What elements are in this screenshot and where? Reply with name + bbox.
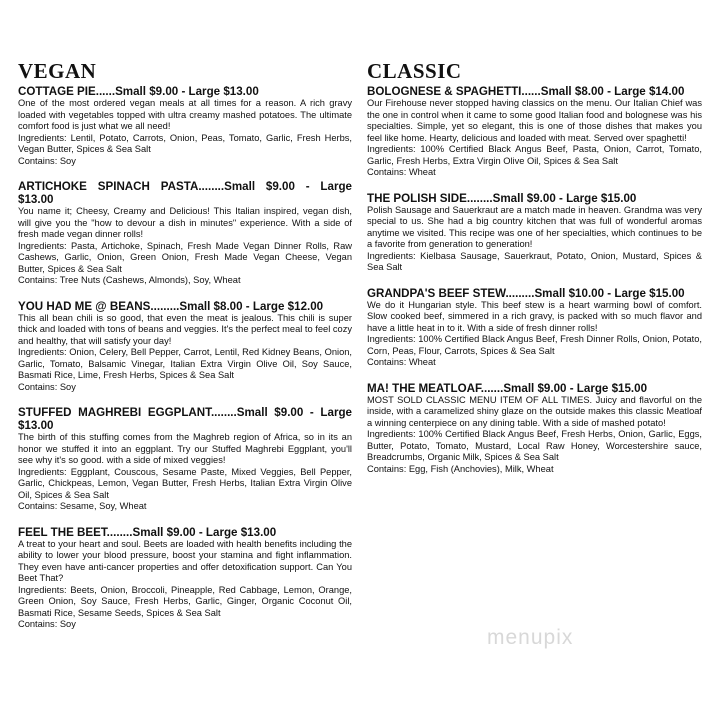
item-contains: Contains: Soy: [18, 381, 76, 392]
item-description: This all bean chili is so good, that even the meat is jealous. This chili is super thick and loaded with tons of beans and veggies. It's the perfect meal to feel cozy and healthy, that will satisfy your day!: [18, 312, 352, 346]
item-price: Small $9.00 - Large $13.00: [115, 85, 259, 98]
item-contains: Contains: Egg, Fish (Anchovies), Milk, Wheat: [367, 463, 554, 474]
item-name: THE POLISH SIDE........: [367, 191, 493, 205]
item-price: Small $8.00 - Large $14.00: [540, 85, 685, 98]
item-ingredients: Ingredients: Lentil, Potato, Carrots, Onion, Peas, Tomato, Garlic, Fresh Herbs, Vegan Butter, Spices & Sea Salt: [18, 132, 352, 154]
menu-item: [367, 382, 702, 476]
item-ingredients: Ingredients: Beets, Onion, Broccoli, Pineapple, Red Cabbage, Lemon, Orange, Green Onion, Soy Sauce, Fresh Herbs, Garlic, Ginger, Organic Coconut Oil, Basmati Rice, Sesame Seeds, Spices & Sea Salt: [18, 584, 352, 618]
menu-item: [18, 180, 352, 287]
menu-item: [18, 406, 352, 513]
menu-item: [367, 192, 702, 274]
item-name: STUFFED MAGHREBI EGGPLANT........: [18, 406, 237, 419]
vegan-column: [18, 60, 352, 644]
menu-item: [18, 526, 352, 631]
item-ingredients: Ingredients: 100% Certified Black Angus Beef, Fresh Herbs, Onion, Garlic, Eggs, Butter, Potato, Tomato, Mustard, Local Raw Honey, Worcestershire sauce, Breadcrumbs, Organic Milk, Spices & Sea Salt: [367, 429, 702, 462]
menu-item: [367, 287, 702, 369]
item-price: Small $8.00 - Large $12.00: [179, 299, 324, 313]
item-description: Our Firehouse never stopped having classics on the menu. Our Italian Chief was the one in control when it came to some good Italian food and bolognese was his specialties. Simple, yet so elegant, this is one of those dishes that makes you feel like home. Hearty, delicious and loaded with meat. Served over spaghetti!: [367, 98, 702, 143]
item-description: A treat to your heart and soul. Beets are loaded with health benefits including the ability to lower your blood pressure, boost your stamina and fight inflammation. They even have anti-cancer properties and offer detoxification support. Can You Beet That?: [18, 538, 352, 583]
item-ingredients: Ingredients: Pasta, Artichoke, Spinach, Fresh Made Vegan Dinner Rolls, Raw Cashews, Garlic, Onion, Green Onion, Fresh Made Vegan Cheese, Vegan Butter, Spices & Sea Salt: [18, 240, 352, 274]
item-name: ARTICHOKE SPINACH PASTA........: [18, 180, 225, 193]
item-price: Small $9.00 - Large $13.00: [18, 406, 352, 432]
item-contains: Contains: Wheat: [367, 357, 436, 367]
classic-section-title: CLASSIC: [367, 59, 462, 83]
item-contains: Contains: Soy: [18, 155, 76, 166]
menu-item: [18, 85, 352, 167]
item-description: One of the most ordered vegan meals at all times for a reason. A rich gravy loaded with vegetables topped with ultra creamy mashed potatoes. The ultimate comfort food is just what we all need!: [18, 98, 352, 131]
item-description: You name it; Cheesy, Creamy and Delicious! This Italian inspired, vegan dish, will give you the "how to devour a dish in minutes" experience. With a side of fresh made vegan dinner rolls!: [18, 206, 352, 239]
item-name: MA! THE MEATLOAF.......: [367, 381, 504, 395]
item-price: Small $9.00 - Large $15.00: [503, 381, 648, 395]
item-price: Small $9.00 - Large $13.00: [18, 180, 352, 206]
item-price: Small $9.00 - Large $13.00: [132, 525, 277, 539]
item-price: Small $9.00 - Large $15.00: [492, 191, 637, 205]
item-ingredients: Ingredients: Onion, Celery, Bell Pepper, Carrot, Lentil, Red Kidney Beans, Onion, Garlic, Tomato, Balsamic Vinegar, Italian Extra Virgin Olive Oil, Soy Sauce, Basmati Rice, Lime, Fresh Herbs, Spices & Sea Salt: [18, 347, 352, 380]
item-description: We do it Hungarian style. This beef stew is a heart warming bowl of comfort. Slow cooked beef, simmered in a rich gravy, is packed with so much flavor and have a little heat in to it. With a side of fresh dinner rolls!: [367, 299, 702, 333]
item-name: YOU HAD ME @ BEANS.........: [18, 299, 180, 313]
item-contains: Contains: Soy: [18, 619, 76, 629]
item-ingredients: Ingredients: 100% Certified Black Angus Beef, Pasta, Onion, Carrot, Tomato, Garlic, Fresh Herbs, Extra Virgin Olive Oil, Spices & Sea Salt: [367, 144, 702, 166]
menu-item: [367, 85, 702, 179]
item-name: COTTAGE PIE......: [18, 85, 116, 98]
vegan-section-title: VEGAN: [18, 59, 97, 83]
item-description: MOST SOLD CLASSIC MENU ITEM OF ALL TIMES. Juicy and flavorful on the inside, with a caramelized shiny glaze on the outside makes this classic Meatloaf a winning centerpiece on any dining table. With a side of mashed potato!: [367, 394, 702, 428]
item-description: The birth of this stuffing comes from the Maghreb region of Africa, so in its an honor we stuffed it into an eggplant. Try our Stuffed Maghrebi Eggplant, you'll see why it's so good. with a side of mixed veggies!: [18, 432, 352, 465]
item-name: GRANDPA'S BEEF STEW.........: [367, 286, 535, 300]
item-description: Polish Sausage and Sauerkraut are a match made in heaven. Grandma was very special to us. She had a big country kitchen that was full of wonderful aromas anytime we visited. This recipe was one of her specialties, which continues to be a favorite from generation to generation!: [367, 204, 702, 249]
menu-item: [18, 300, 352, 394]
item-ingredients: Ingredients: Eggplant, Couscous, Sesame Paste, Mixed Veggies, Bell Pepper, Garlic, Chickpeas, Lemon, Vegan Butter, Fresh Herbs, Italian Extra Virgin Olive Oil, Spices & Sea Salt: [18, 466, 352, 500]
item-contains: Contains: Sesame, Soy, Wheat: [18, 501, 147, 511]
item-name: BOLOGNESE & SPAGHETTI......: [367, 85, 541, 98]
item-name: FEEL THE BEET........: [18, 525, 133, 539]
item-ingredients: Ingredients: 100% Certified Black Angus Beef, Fresh Dinner Rolls, Onion, Potato, Corn, Peas, Flour, Carrots, Spices & Sea Salt: [367, 334, 702, 356]
menupix-watermark: menupix: [487, 626, 574, 649]
item-price: Small $10.00 - Large $15.00: [534, 286, 685, 300]
classic-column: [367, 60, 702, 488]
item-contains: Contains: Tree Nuts (Cashews, Almonds), Soy, Wheat: [18, 275, 241, 285]
item-contains: Contains: Wheat: [367, 167, 436, 177]
item-ingredients: Ingredients: Kielbasa Sausage, Sauerkraut, Potato, Onion, Mustard, Spices & Sea Salt: [367, 250, 702, 272]
